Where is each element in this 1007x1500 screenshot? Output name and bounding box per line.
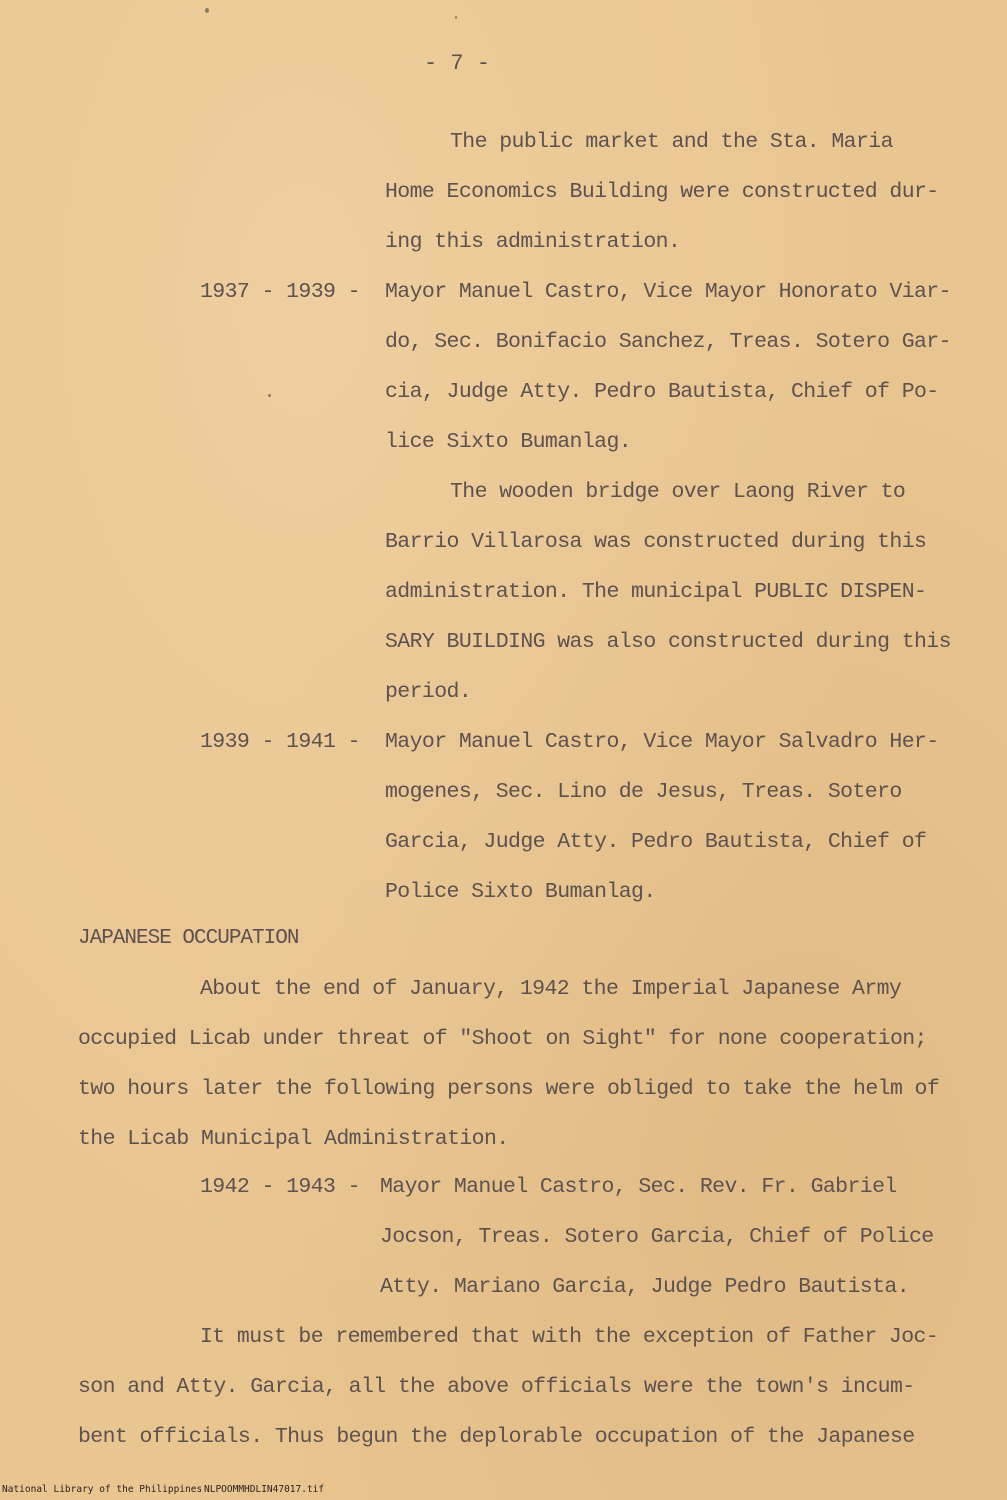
text-line: Garcia, Judge Atty. Pedro Bautista, Chief of — [385, 830, 927, 854]
scan-speck — [455, 16, 457, 19]
text-line: cia, Judge Atty. Pedro Bautista, Chief of Po- — [385, 380, 939, 404]
text-line: the Licab Municipal Administration. — [78, 1127, 509, 1151]
term-years: 1937 - 1939 - — [200, 280, 360, 304]
text-line: lice Sixto Bumanlag. — [385, 430, 632, 454]
text-line: occupied Licab under threat of "Shoot on Sight" for none cooperation; — [78, 1027, 927, 1051]
text-line: The public market and the Sta. Maria — [450, 130, 893, 154]
text-line: About the end of January, 1942 the Imperial Japanese Army — [200, 977, 902, 1001]
text-line: Home Economics Building were constructed dur- — [385, 180, 939, 204]
text-line: The wooden bridge over Laong River to — [450, 480, 906, 504]
text-line: period. — [385, 680, 472, 704]
scan-speck — [268, 394, 271, 397]
term-years: 1942 - 1943 - — [200, 1175, 360, 1199]
page-number: - 7 - — [424, 51, 491, 76]
text-line: Jocson, Treas. Sotero Garcia, Chief of Police — [380, 1225, 934, 1249]
text-line: Mayor Manuel Castro, Sec. Rev. Fr. Gabriel — [380, 1175, 897, 1199]
text-line: Police Sixto Bumanlag. — [385, 880, 656, 904]
text-line: Atty. Mariano Garcia, Judge Pedro Bautista. — [380, 1275, 909, 1299]
footer-library-label: National Library of the Philippines — [2, 1484, 203, 1495]
text-line: Mayor Manuel Castro, Vice Mayor Honorato Viar- — [385, 280, 951, 304]
text-line: administration. The municipal PUBLIC DISPEN- — [385, 580, 927, 604]
text-line: bent officials. Thus begun the deplorable occupation of the Japanese — [78, 1425, 915, 1449]
text-line: Mayor Manuel Castro, Vice Mayor Salvadro Her- — [385, 730, 939, 754]
text-line: Barrio Villarosa was constructed during this — [385, 530, 927, 554]
text-line: SARY BUILDING was also constructed during this — [385, 630, 951, 654]
text-line: mogenes, Sec. Lino de Jesus, Treas. Sotero — [385, 780, 902, 804]
scan-speck — [205, 8, 209, 13]
text-line: ing this administration. — [385, 230, 681, 254]
section-heading: JAPANESE OCCUPATION — [78, 927, 299, 950]
text-line: do, Sec. Bonifacio Sanchez, Treas. Sotero Gar- — [385, 330, 951, 354]
text-line: It must be remembered that with the exception of Father Joc- — [200, 1325, 939, 1349]
text-line: son and Atty. Garcia, all the above officials were the town's incum- — [78, 1375, 915, 1399]
text-line: two hours later the following persons were obliged to take the helm of — [78, 1077, 940, 1101]
term-years: 1939 - 1941 - — [200, 730, 360, 754]
footer-file-id: NLPOOMMHDLIN47017.tif — [204, 1484, 325, 1495]
